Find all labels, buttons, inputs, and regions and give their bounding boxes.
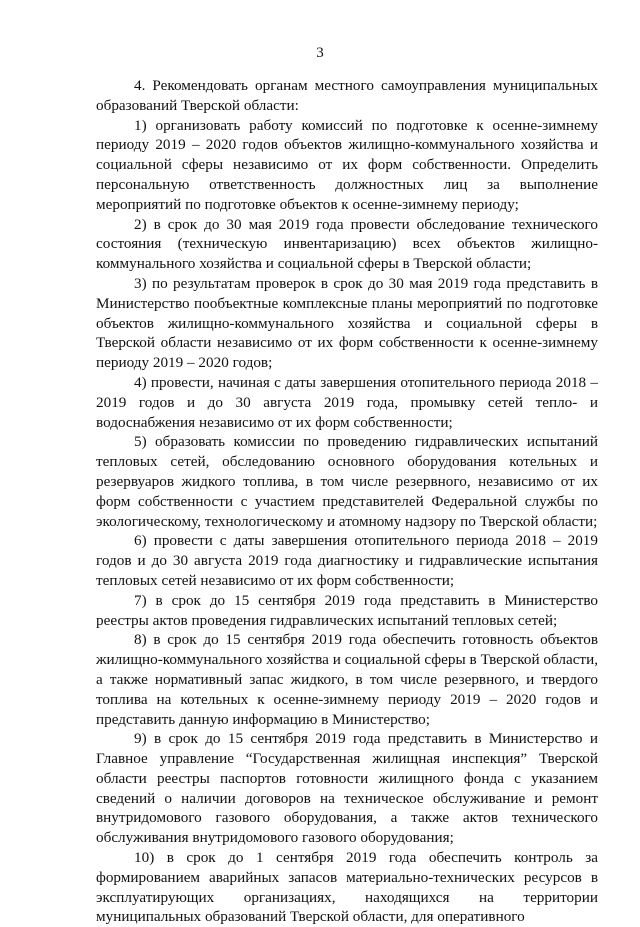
paragraph-subitem-9: 9) в срок до 15 сентября 2019 года представить в Министерство и Главное управление “Государственная жилищная инспекция” Тверской области реестры паспортов готовности жилищного фонда с указанием сведений о наличии договоров на техническое обслуживание и ремонт внутридомового газового оборудования, а также актов технического обслуживания внутридомового газового оборудования; bbox=[96, 730, 598, 847]
paragraph-subitem-6: 6) провести с даты завершения отопительного периода 2018 – 2019 годов и до 30 августа 2019 года диагностику и гидравлические испытания тепловых сетей независимо от их форм собственности; bbox=[96, 532, 598, 589]
paragraph-subitem-2: 2) в срок до 30 мая 2019 года провести обследование технического состояния (техническую инвентаризацию) всех объектов жилищно-коммунального хозяйства и социальной сферы в Тверской области; bbox=[96, 215, 598, 273]
paragraph-subitem-1: 1) организовать работу комиссий по подготовке к осенне-зимнему периоду 2019 – 2020 годов объектов жилищно-коммунального хозяйства и социальной сферы независимо от их форм собственности. Определить персональную ответственность должностных лиц за выполнение мероприятий по подготовке объектов к осенне-зимнему периоду; bbox=[96, 116, 598, 213]
paragraph-subitem-7: 7) в срок до 15 сентября 2019 года представить в Министерство реестры актов проведения гидравлических испытаний тепловых сетей; bbox=[96, 591, 598, 629]
paragraph-subitem-5: 5) образовать комиссии по проведению гидравлических испытаний тепловых сетей, обследованию основного оборудования котельных и резервуаров жидкого топлива, в том числе резервного, независимо от их форм собственности с участием представителей Федеральной службы по экологическому, технологическому и атомному надзору по Тверской области; bbox=[96, 433, 598, 530]
paragraph-subitem-3: 3) по результатам проверок в срок до 30 мая 2019 года представить в Министерство пообъектные комплексные планы мероприятий по подготовке объектов жилищно-коммунального хозяйства и социальной сферы в Тверской области независимо от их форм собственности к осенне-зимнему периоду 2019 – 2020 годов; bbox=[96, 274, 598, 372]
paragraph-subitem-8: 8) в срок до 15 сентября 2019 года обеспечить готовность объектов жилищно-коммунального хозяйства и социальной сферы в Тверской области, а также нормативный запас жидкого, в том числе резервного, и твердого топлива на котельных к осенне-зимнему периоду 2019 – 2020 годов и представить данную информацию в Министерство; bbox=[96, 631, 598, 728]
paragraph-item-4: 4. Рекомендовать органам местного самоуправления муниципальных образований Тверской области: bbox=[96, 77, 598, 114]
paragraph-subitem-10: 10) в срок до 1 сентября 2019 года обеспечить контроль за формированием аварийных запасов материально-технических ресурсов в эксплуатирующих организациях, находящихся на территории муниципальных образований Тверской области, для оперативного bbox=[96, 849, 598, 926]
page-number: 3 bbox=[316, 45, 324, 61]
paragraph-subitem-4: 4) провести, начиная с даты завершения отопительного периода 2018 – 2019 годов и до 30 августа 2019 года, промывку сетей тепло- и водоснабжения независимо от их форм собственности; bbox=[96, 373, 598, 431]
document-body bbox=[96, 76, 598, 927]
